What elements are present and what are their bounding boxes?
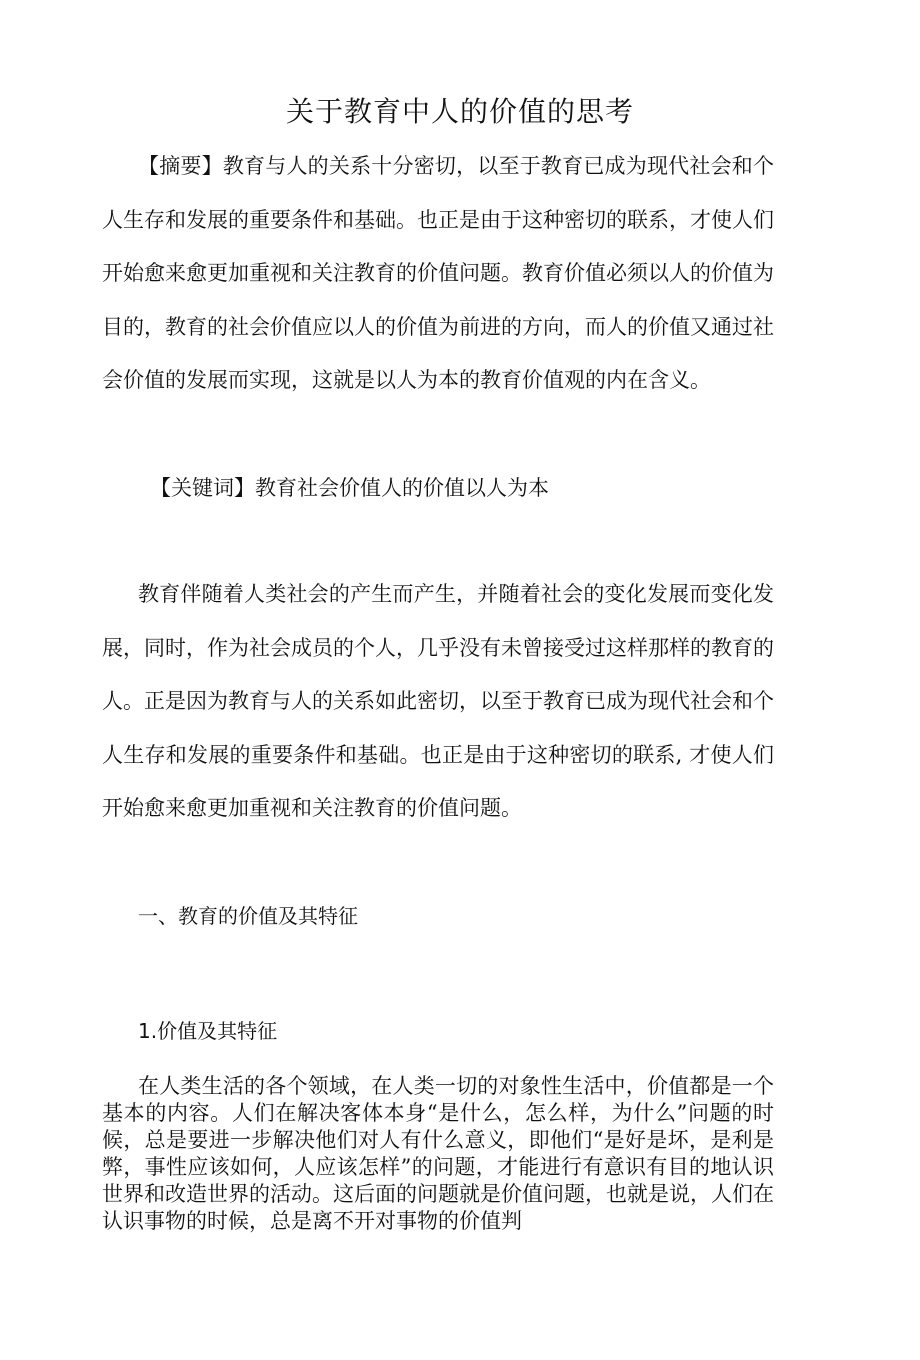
body-paragraph: 在人类生活的各个领域，在人类一切的对象性生活中，价值都是一个基本的内容。人们在解决客体本身“是什么，怎么样，为什么”问题的时候，总是要进一步解决他们对人有什么意义，即他们“是好是坏，是利是弊，事性应该如何，人应该怎样”的问题，才能进行有意识有目的地认识世界和改造世界的活动。这后面的问题就是价值问题，也就是说，人们在认识事物的时候，总是离不开对事物的价值判 [102, 1074, 774, 1233]
abstract-paragraph [102, 140, 774, 408]
abstract-text: 教育与人的关系十分密切，以至于教育已成为现代社会和个人生存和发展的重要条件和基础。也正是由于这种密切的联系，才使人们开始愈来愈更加重视和关注教育的价值问题。教育价值必须以人的价值为目的，教育的社会价值应以人的价值为前进的方向，而人的价值又通过社会价值的发展而实现，这就是以人为本的教育价值观的内在含义。 [102, 154, 774, 392]
keywords-text: 教育社会价值人的价值以人为本 [255, 476, 549, 500]
keywords-line [150, 466, 549, 510]
section-heading: 一、教育的价值及其特征 [138, 904, 358, 928]
keywords-label: 【关键词】 [150, 476, 255, 500]
abstract-label: 【摘要】 [138, 154, 223, 178]
subsection-heading: 1.价值及其特征 [138, 1019, 278, 1043]
document-title: 关于教育中人的价值的思考 [285, 95, 634, 128]
intro-paragraph: 教育伴随着人类社会的产生而产生，并随着社会的变化发展而变化发展，同时，作为社会成员的个人，几乎没有未曾接受过这样那样的教育的人。正是因为教育与人的关系如此密切，以至于教育已成为现代社会和个人生存和发展的重要条件和基础。也正是由于这种密切的联系, 才使人们开始愈来愈更加重视和关注教育的价值问题。 [102, 582, 774, 820]
